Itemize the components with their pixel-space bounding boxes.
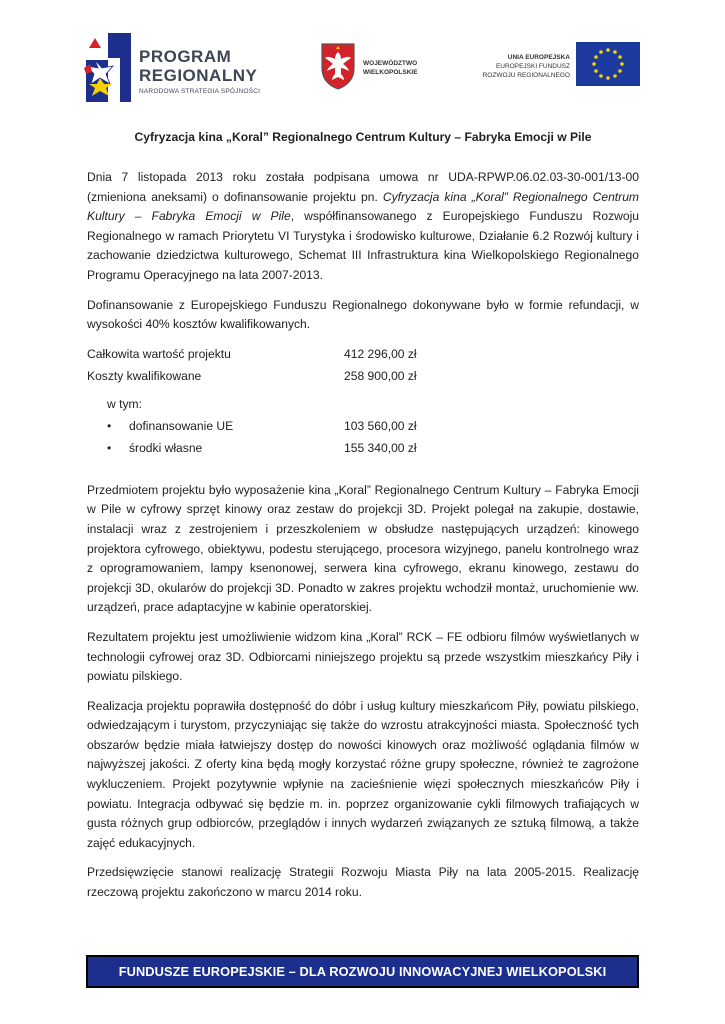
ue-text-block <box>462 53 570 80</box>
cost-row-total <box>87 345 639 367</box>
footer-banner <box>86 955 639 988</box>
cost-row-eligible <box>87 367 639 389</box>
intro-paragraph <box>87 168 639 286</box>
intro-text-after: , współfinansowanego z Europejskiego Funduszu Rozwoju Regionalnego w ramach Priorytetu VI Turystyka i środowisko kulturowe, Działanie 6.2 Rozwój kultury i zachowanie dziedzictwa kulturowego, Schemat III Infrastruktura kina Wielkopolskiego Regionalnego Programu Operacyjnego na lata 2007-2013. <box>87 209 639 282</box>
impact-paragraph: Realizacja projektu poprawiła dostępność do dóbr i usług kultury mieszkańcom Piły, powiatu pilskiego, odwiedzającym i turystom, przyczyniając się także do wzrostu atrakcyjności miasta. Społeczność tych obszarów będzie miała łatwiejszy dostęp do nowości kinowych oraz możliwość oglądania filmów w najwyższej jakości. Z oferty kina będą mogły korzystać różne grupy społeczne, również te zagrożone wykluczeniem. Projekt pozytywnie wpłynie na zacieśnienie więzi społecznych mieszkańców Piły i powiatu. Integracja odbywać się będzie m. in. poprzez organizowanie cykli filmowych trafiających w gusta różnych grup odbiorców, przeglądów i innych wydarzeń związanych ze sztuką filmową, a także zajęć edukacyjnych. <box>87 698 639 850</box>
ue-logo <box>462 42 642 90</box>
program-regionalny-line2: REGIONALNY <box>139 66 258 85</box>
eu-flag-icon <box>576 42 640 86</box>
program-regionalny-emblem-icon <box>82 30 134 104</box>
cost-total-label: Całkowita wartość projektu <box>87 346 231 361</box>
ue-line1: UNIA EUROPEJSKA <box>507 54 570 61</box>
document-body <box>87 128 639 903</box>
cost-including-label: w tym: <box>107 396 142 411</box>
ue-line3: ROZWOJU REGIONALNEGO <box>482 72 570 79</box>
cost-own-funds-value: 155 340,00 zł <box>344 440 417 455</box>
intro-project-name: Cyfryzacja kina „Koral” Regionalnego Centrum Kultury – Fabryka Emocji w Pile <box>87 189 639 224</box>
wojewodztwo-line2: WIELKOPOLSKIE <box>363 69 418 76</box>
cost-own-funds-label: środki własne <box>129 440 203 455</box>
ue-line2: EUROPEJSKI FUNDUSZ <box>495 63 570 70</box>
result-paragraph: Rezultatem projektu jest umożliwienie widzom kina „Koral” RCK – FE odbioru filmów wyświetlanych w technologii cyfrowej oraz 3D. Odbiorcami niniejszego projektu są przede wszystkim mieszkańcy Piły i powiatu pilskiego. <box>87 629 639 684</box>
cost-total-value: 412 296,00 zł <box>344 346 417 361</box>
subject-paragraph: Przedmiotem projektu było wyposażenie kina „Koral” Regionalnego Centrum Kultury – Fabryka Emocji w Pile w cyfrowy sprzęt kinowy oraz zestaw do projekcji 3D. Projekt polegał na zakupie, dostawie, instalacji wraz z zestrojeniem i przeszkoleniem w obsłudze następujących urządzeń: kinowego projektora cyfrowego, obiektywu, podestu sterującego, procesora wizyjnego, panelu kontrolnego wraz z oprogramowaniem, lampy ksenonowej, serwera kina cyfrowego, ekranu kinowego, zestawu do projekcji 3D, okularów do projekcji 3D. Ponadto w zakres projektu wchodził montaż, uruchomienie ww. urządzeń, prace adaptacyjne w kabinie operatorskiej. <box>87 482 639 615</box>
wojewodztwo-line1: WOJEWÓDZTWO <box>363 60 418 67</box>
intro-text-before: Dnia 7 listopada 2013 roku została podpisana umowa nr UDA-RPWP.06.02.03-30-001/13-00 (zmieniona aneksami) o dofinansowanie projektu pn. <box>87 170 639 204</box>
strategy-paragraph: Przedsięwzięcie stanowi realizację Strategii Rozwoju Miasta Piły na lata 2005-2015. Realizację rzeczową projektu zakończono w marcu 2014 roku. <box>87 865 639 900</box>
bullet-icon: • <box>107 440 112 455</box>
logo-bar <box>0 0 725 120</box>
cost-eligible-label: Koszty kwalifikowane <box>87 368 202 383</box>
cost-eligible-value: 258 900,00 zł <box>344 368 417 383</box>
cost-row-own-funds <box>87 439 639 461</box>
cost-eu-funding-value: 103 560,00 zł <box>344 418 417 433</box>
funding-paragraph: Dofinansowanie z Europejskiego Funduszu Regionalnego dokonywane było w formie refundacji, w wysokości 40% kosztów kwalifikowanych. <box>87 297 639 332</box>
wielkopolska-shield-icon <box>320 42 356 90</box>
cost-eu-funding-label: dofinansowanie UE <box>129 418 234 433</box>
cost-row-including <box>87 395 639 417</box>
footer-text: FUNDUSZE EUROPEJSKIE – DLA ROZWOJU INNOWACYJNEJ WIELKOPOLSKI <box>118 964 607 979</box>
cost-row-eu-funding <box>87 417 639 439</box>
bullet-icon: • <box>107 418 112 433</box>
program-regionalny-tagline: NARODOWA STRATEGIA SPÓJNOŚCI <box>139 88 261 95</box>
program-regionalny-line1: PROGRAM <box>139 47 232 66</box>
program-regionalny-logo <box>82 30 297 105</box>
document-title: Cyfryzacja kina „Koral” Regionalnego Centrum Kultury – Fabryka Emocji w Pile <box>134 130 592 144</box>
wojewodztwo-logo <box>320 42 440 92</box>
costs-table <box>87 345 639 461</box>
